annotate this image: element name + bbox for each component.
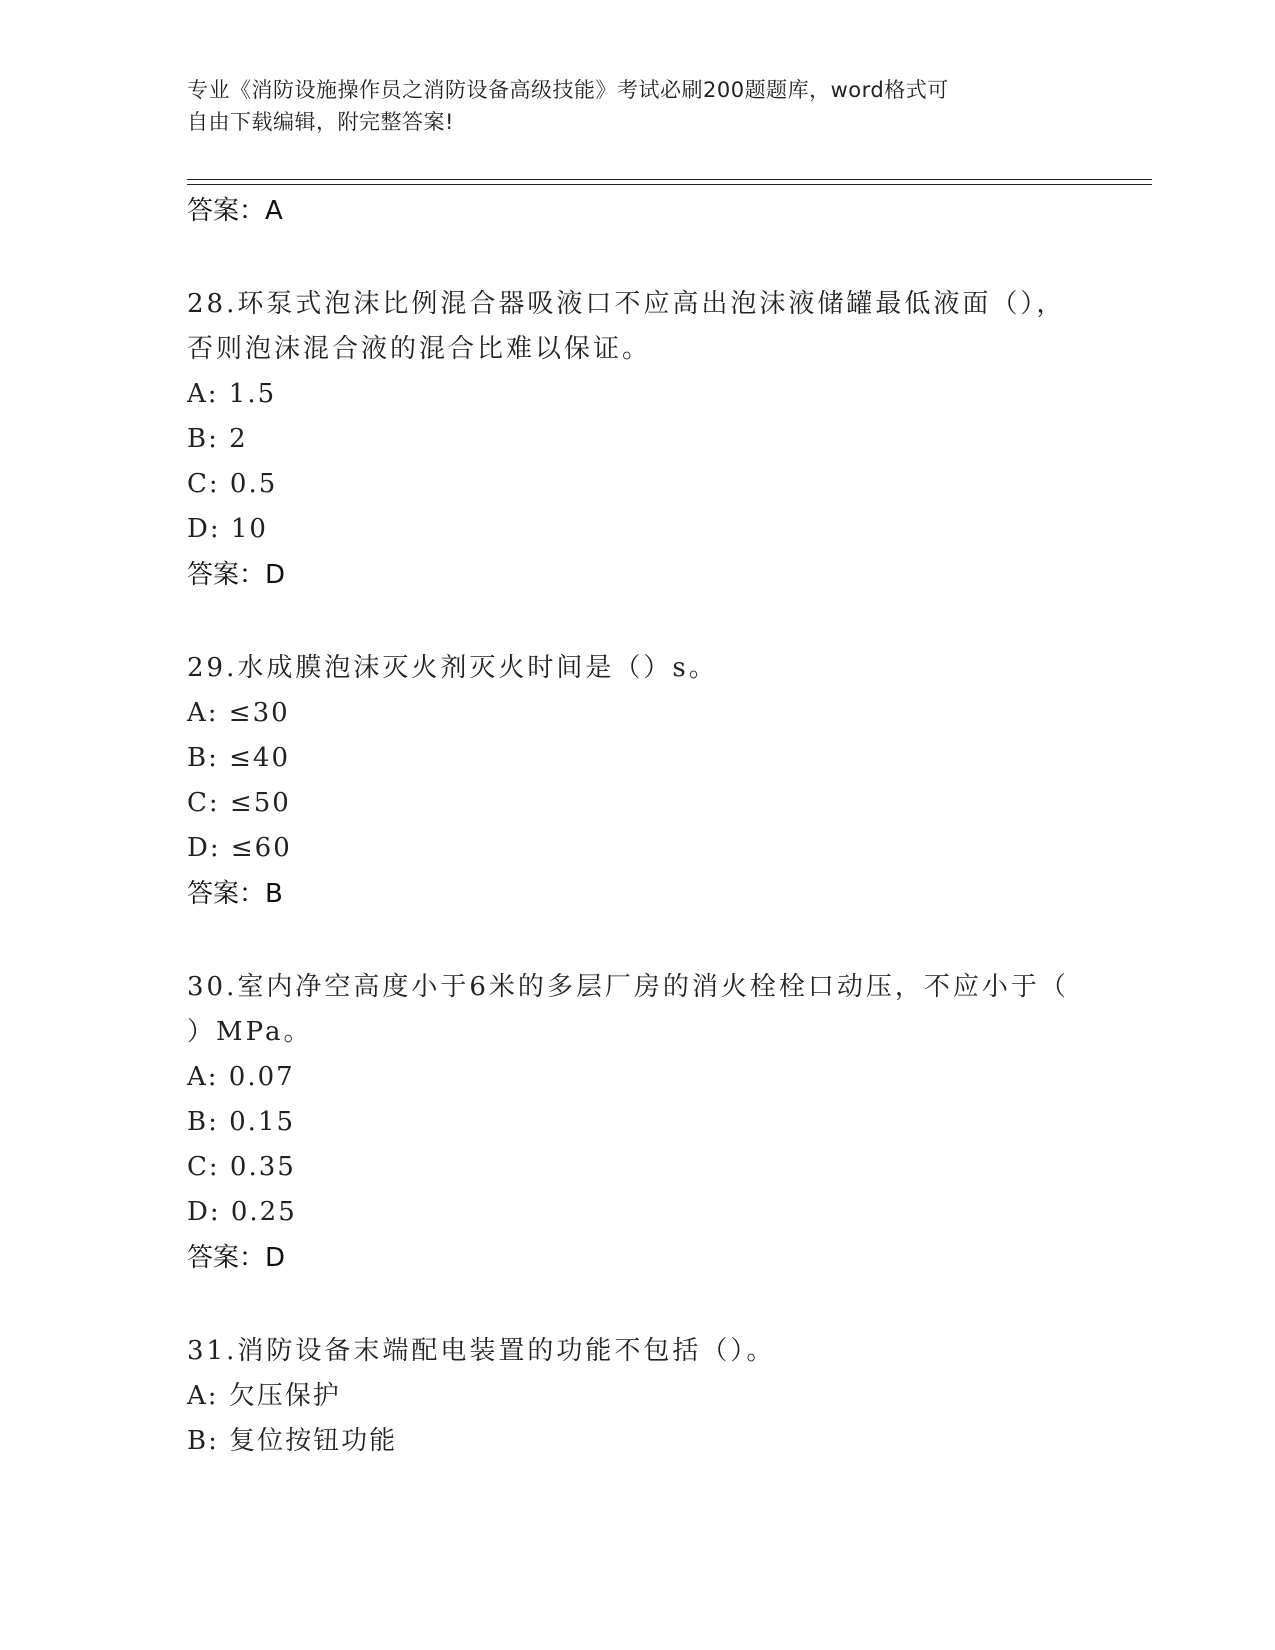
spacer: [187, 1281, 1087, 1329]
header-divider-bottom: [187, 184, 1152, 185]
question-line: 28.环泵式泡沫比例混合器吸液口不应高出泡沫液储罐最低液面（），: [187, 289, 1066, 319]
option-a: A: 1.5: [187, 379, 277, 409]
spacer: [187, 598, 1087, 646]
spacer: [187, 234, 1087, 282]
question-line: 31.消防设备末端配电装置的功能不包括（）。: [187, 1336, 776, 1366]
question-28: [187, 282, 1087, 598]
header-line-2: 自由下载编辑，附完整答案!: [187, 110, 454, 134]
option-a: A: 欠压保护: [187, 1381, 341, 1411]
page-header: [187, 74, 1067, 138]
option-b: B: 0.15: [187, 1107, 296, 1137]
question-line: 30.室内净空高度小于6米的多层厂房的消火栓栓口动压，不应小于（: [187, 972, 1069, 1002]
option-a: A: ≤30: [187, 698, 290, 728]
question-31: [187, 1329, 1087, 1464]
option-a: A: 0.07: [187, 1062, 295, 1092]
answer-line: 答案：D: [187, 560, 286, 590]
option-c: C: ≤50: [187, 788, 291, 818]
question-29: [187, 646, 1087, 917]
previous-answer: 答案：A: [187, 196, 283, 226]
option-d: D: ≤60: [187, 833, 292, 863]
question-line: 否则泡沫混合液的混合比难以保证。: [187, 334, 652, 364]
option-b: B: 2: [187, 424, 248, 454]
header-line-1: 专业《消防设施操作员之消防设备高级技能》考试必刷200题题库，word格式可: [187, 78, 949, 102]
option-d: D: 10: [187, 514, 268, 544]
question-text: [187, 965, 1087, 1055]
question-text: [187, 1329, 1087, 1374]
question-text: [187, 646, 1087, 691]
option-b: B: ≤40: [187, 743, 290, 773]
question-line: ）MPa。: [187, 1017, 313, 1047]
option-d: D: 0.25: [187, 1197, 297, 1227]
question-text: [187, 282, 1087, 372]
question-line: 29.水成膜泡沫灭火剂灭火时间是（）s。: [187, 653, 718, 683]
option-c: C: 0.5: [187, 469, 278, 499]
option-b: B: 复位按钮功能: [187, 1426, 398, 1456]
answer-line: 答案：D: [187, 1243, 286, 1273]
question-30: [187, 965, 1087, 1281]
spacer: [187, 917, 1087, 965]
answer-line: 答案：B: [187, 879, 283, 909]
question-list: [187, 188, 1087, 1464]
option-c: C: 0.35: [187, 1152, 296, 1182]
header-divider-top: [187, 179, 1152, 180]
